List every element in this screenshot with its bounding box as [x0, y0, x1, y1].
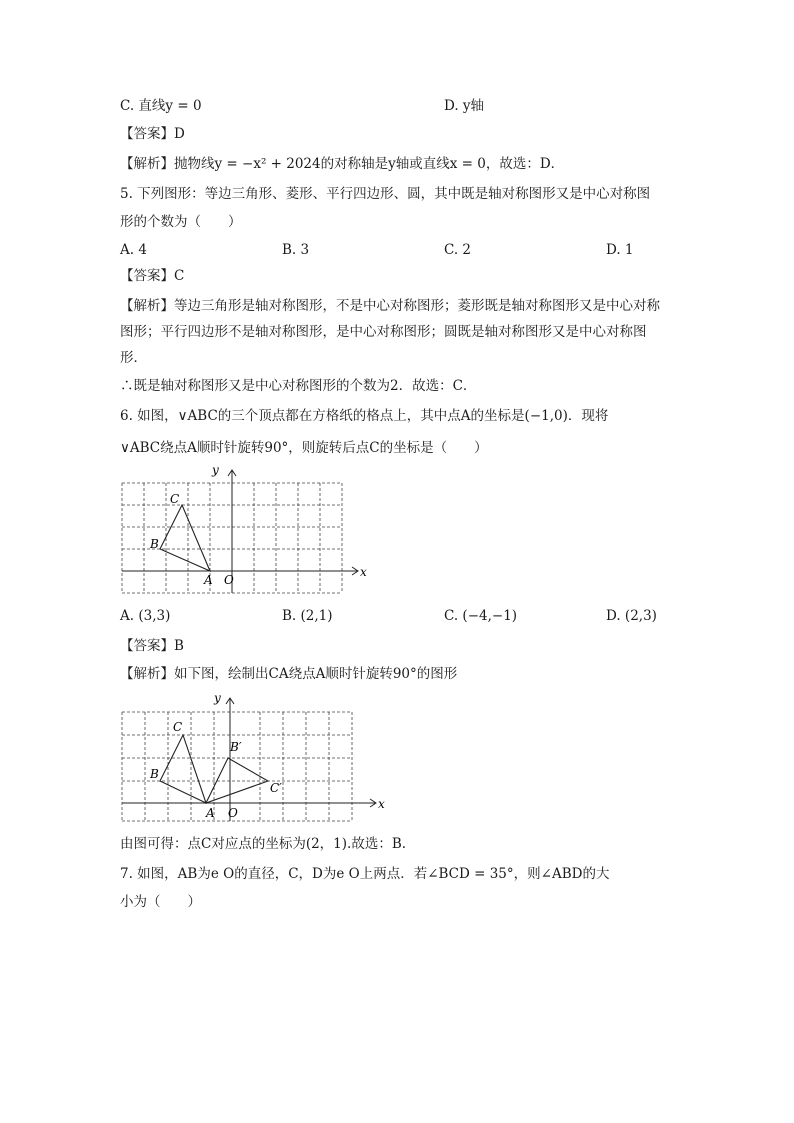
- q5-conclusion: ∴既是轴对称图形又是中心对称图形的个数为2．故选：C．: [120, 378, 477, 394]
- q6-option-d: D. (2,3): [606, 608, 657, 624]
- triangle-abc: [160, 505, 210, 571]
- q6-stem-line1: 6. 如图，∨ABC的三个顶点都在方格纸的格点上，其中点A的坐标是(−1,0)．现将: [120, 408, 609, 424]
- x-axis-label: x: [378, 797, 385, 811]
- q5-stem-line1: 5. 下列图形：等边三角形、菱形、平行四边形、圆，其中既是轴对称图形又是中心对称图: [120, 186, 651, 202]
- y-axis-label: y: [214, 691, 221, 705]
- origin-label: O: [228, 806, 238, 820]
- q6-analysis: 【解析】如下图，绘制出CA绕点A顺时针旋转90°的图形: [120, 666, 458, 682]
- q6-answer: 【答案】B: [120, 638, 184, 654]
- x-axis-label: x: [360, 565, 367, 579]
- y-axis-label: y: [212, 463, 219, 477]
- q5-analysis-line1: 【解析】等边三角形是轴对称图形，不是中心对称图形；菱形既是轴对称图形又是中心对称: [120, 298, 660, 314]
- q6-conclusion: 由图可得：点C对应点的坐标为(2，1).故选：B.: [120, 836, 407, 852]
- q6-stem-line2: ∨ABC绕点A顺时针旋转90°，则旋转后点C的坐标是（ ）: [120, 440, 488, 456]
- point-a-label: A: [204, 573, 213, 587]
- q7-stem-line1: 7. 如图，AB为e O的直径，C，D为e O上两点．若∠BCD = 35°，则∠ABD的大: [120, 866, 610, 882]
- q4-option-d: D. y轴: [444, 98, 485, 114]
- q4-answer: 【答案】D: [120, 126, 185, 142]
- origin-label: O: [224, 573, 234, 587]
- q6-figure-grid: [110, 458, 380, 598]
- q7-stem-line2: 小为（ ）: [120, 894, 201, 910]
- q5-stem-line2: 形的个数为（ ）: [120, 214, 242, 230]
- q4-option-c: C. 直线y = 0: [120, 98, 202, 114]
- point-b-label: B: [150, 537, 159, 551]
- point-c-prime-label: C′: [270, 781, 282, 795]
- q5-answer: 【答案】C: [120, 268, 185, 284]
- point-a-label: A: [206, 806, 215, 820]
- q5-option-c: C. 2: [444, 242, 472, 258]
- point-b-prime-label: B′: [230, 740, 242, 754]
- q6-option-c: C. (−4,−1): [444, 608, 518, 624]
- q4-analysis: 【解析】抛物线y = −x² + 2024的对称轴是y轴或直线x = 0，故选：D．: [120, 156, 565, 172]
- q5-analysis-line2: 图形；平行四边形不是轴对称图形，是中心对称图形；圆既是轴对称图形又是中心对称图: [120, 324, 647, 340]
- q5-analysis-line3: 形．: [120, 350, 147, 366]
- point-c-label: C: [173, 720, 183, 734]
- point-c-label: C: [170, 492, 180, 506]
- q6-solution-figure: [110, 684, 400, 824]
- q6-option-a: A. (3,3): [120, 608, 171, 624]
- q5-option-b: B. 3: [282, 242, 310, 258]
- q5-option-d: D. 1: [606, 242, 634, 258]
- q6-option-b: B. (2,1): [282, 608, 333, 624]
- triangle-abc: [160, 735, 206, 803]
- triangle-rotated: [206, 758, 268, 803]
- q5-option-a: A. 4: [120, 242, 147, 258]
- point-b-label: B: [150, 767, 159, 781]
